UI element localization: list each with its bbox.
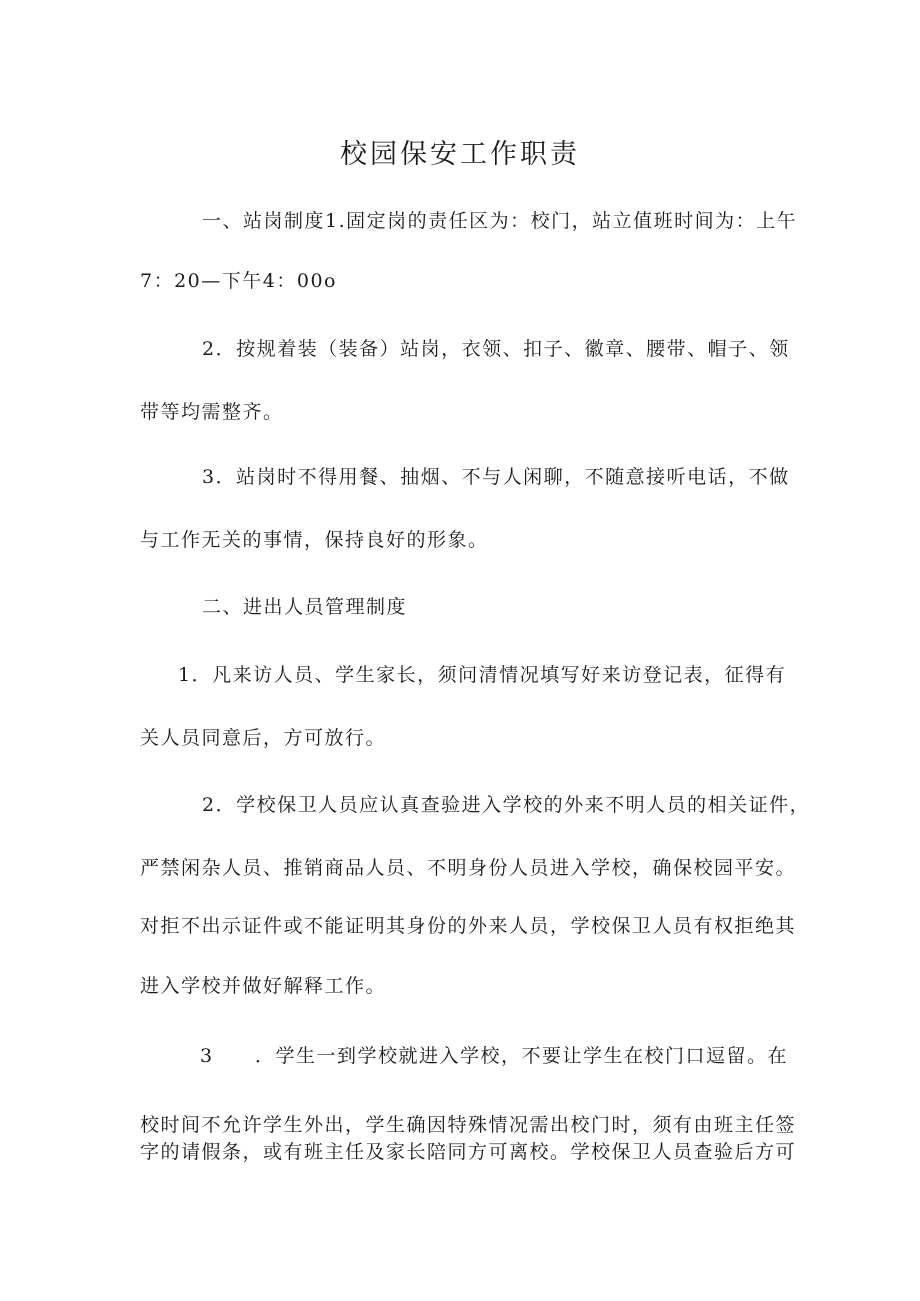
text-line: ．学生一到学校就进入学校，不要让学生在校门口逗留。在 (255, 1045, 789, 1067)
text-line: 进入学校并做好解释工作。 (140, 975, 387, 997)
text-line: 与工作无关的事情，保持良好的形象。 (140, 529, 489, 551)
text-line: 带等均需整齐。 (140, 401, 284, 423)
text-line: 校时间不允许学生外出，学生确因特殊情况需出校门时，须有由班主任签 (140, 1114, 797, 1136)
text-line: 2．按规着装（装备）站岗，衣领、扣子、徽章、腰带、帽子、领 (202, 338, 790, 360)
text-line: 7：20—下午4：00o (140, 270, 337, 292)
section-heading: 二、进出人员管理制度 (202, 596, 408, 618)
text-line: 严禁闲杂人员、推销商品人员、不明身份人员进入学校，确保校园平安。 (140, 857, 797, 879)
text-line: 一、站岗制度1.固定岗的责任区为：校门，站立值班时间为：上午 (202, 210, 798, 232)
document-title: 校园保安工作职责 (340, 139, 580, 170)
text-line: 3．站岗时不得用餐、抽烟、不与人闲聊，不随意接听电话，不做 (202, 466, 790, 488)
text-line: 字的请假条，或有班主任及家长陪同方可离校。学校保卫人员查验后方可 (140, 1141, 797, 1163)
text-line: 对拒不出示证件或不能证明其身份的外来人员，学校保卫人员有权拒绝其 (140, 915, 797, 937)
text-line: 关人员同意后，方可放行。 (140, 727, 387, 749)
text-line: 1．凡来访人员、学生家长，须问清情况填写好来访登记表，征得有 (178, 664, 787, 686)
item-number: 3 (200, 1045, 214, 1067)
text-line: 2．学校保卫人员应认真查验进入学校的外来不明人员的相关证件， (202, 794, 811, 816)
